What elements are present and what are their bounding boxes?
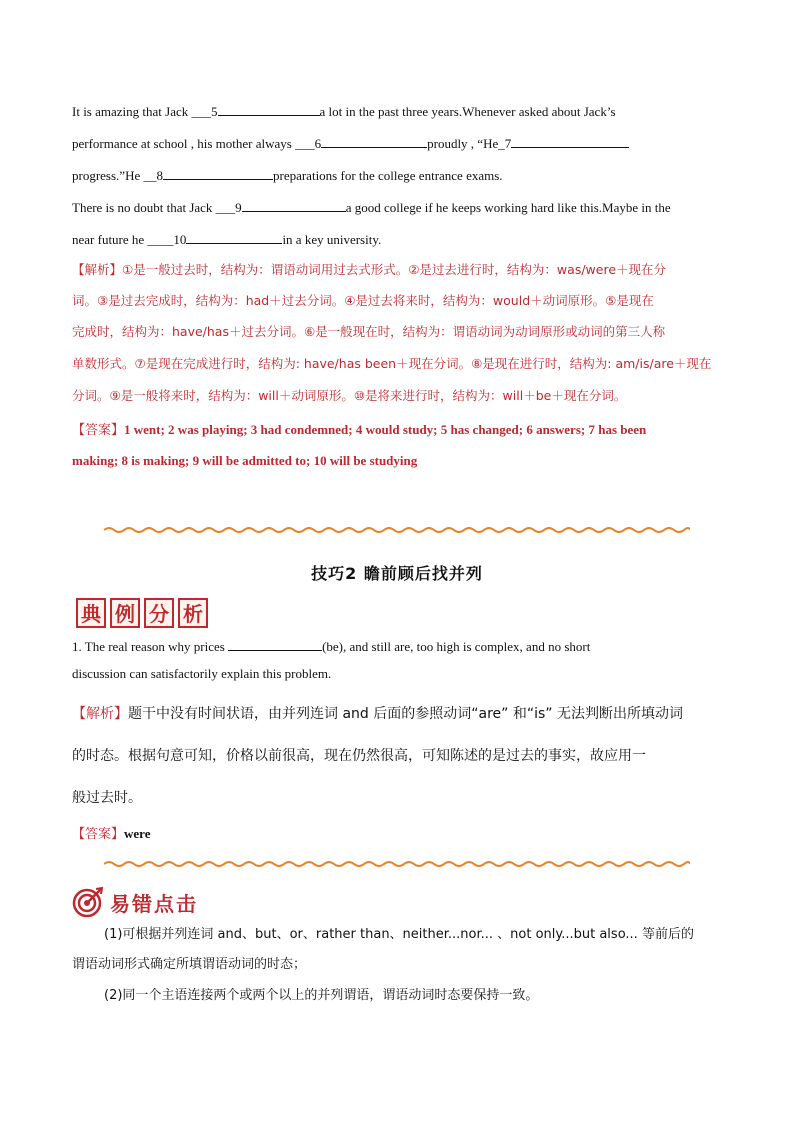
text: near future he ____10 (72, 232, 187, 247)
text: a good college if he keeps working hard like this.Maybe in the (345, 200, 671, 215)
analysis-1-line-5: 分词。⑨是一般将来时，结构为：will＋动词原形。⑩是将来进行时，结构为：will＋be＋现在分词。 (72, 388, 627, 403)
tips-line-2: 谓语动词形式确定所填谓语动词的时态； (72, 957, 307, 972)
analysis-1-line-3: 完成时，结构为：have/has＋过去分词。⑥是一般现在时，结构为：谓语动词为动词原形或动词的第三人称 (72, 324, 666, 339)
analysis-2-line-3: 般过去时。 (72, 790, 142, 806)
stamp-char: 例 (110, 598, 140, 628)
text: ①是一般过去时，结构为：谓语动词用过去式形式。②是过去进行时，结构为：was/were＋现在分 (122, 262, 667, 277)
answer-value: were (124, 826, 151, 841)
analysis-1-line-1 (72, 262, 722, 278)
blank (163, 167, 273, 180)
question-line-2: discussion can satisfactorily explain this problem. (72, 666, 332, 681)
text: 1 went; 2 was playing; 3 had condemned; 4 would study; 5 has changed; 6 answers; 7 has been (124, 422, 647, 437)
text: There is no doubt that Jack ___9 (72, 200, 242, 215)
blank (186, 231, 282, 244)
analysis-2-line-2: 的时态。根据句意可知，价格以前很高，现在仍然很高，可知陈述的是过去的事实，故应用一 (72, 748, 646, 764)
exercise-line-1 (72, 103, 722, 120)
exercise-line-4 (72, 199, 722, 216)
stamp-char: 析 (178, 598, 208, 628)
blank (321, 135, 427, 148)
analysis-tag: 【解析】 (72, 706, 128, 722)
analysis-1-line-4: 单数形式。⑦是现在完成进行时，结构为: have/has been＋现在分词。⑧是现在进行时，结构为: am/is/are＋现在 (72, 356, 712, 371)
answer-1-line-2: making; 8 is making; 9 will be admitted to; 10 will be studying (72, 453, 418, 468)
section-title: 技巧2 瞻前顾后找并列 (311, 564, 483, 583)
text: preparations for the college entrance exams. (272, 168, 503, 183)
text: 1. The real reason why prices (72, 639, 225, 654)
exercise-line-3 (72, 167, 722, 184)
stamp-char: 典 (76, 598, 106, 628)
text: (be), and still are, too high is complex, and no short (322, 639, 591, 654)
text: proudly , “He_7 (427, 136, 512, 151)
tips-line-3: (2)同一个主语连接两个或两个以上的并列谓语，谓语动词时态要保持一致。 (104, 988, 539, 1003)
text: progress.”He __8 (72, 168, 163, 183)
blank (511, 135, 629, 148)
wave-divider (104, 860, 690, 868)
answer-tag: 【答案】 (72, 423, 125, 438)
target-icon (72, 886, 104, 918)
blank (242, 199, 346, 212)
blank (228, 638, 322, 651)
analysis-tag: 【解析】 (72, 262, 123, 277)
exercise-line-5 (72, 231, 722, 248)
tips-line-1: (1)可根据并列连词 and、but、or、rather than、neither...nor... 、not only...but also... 等前后的 (104, 927, 694, 942)
stamp-char: 分 (144, 598, 174, 628)
answer-1-line-1 (72, 422, 722, 439)
answer-2-line (72, 826, 722, 843)
question-line-1 (72, 638, 722, 655)
tips-label: 易错点击 (110, 891, 198, 916)
example-analysis-stamp (76, 598, 208, 628)
text: a lot in the past three years.Whenever asked about Jack’s (319, 104, 616, 119)
text: 题干中没有时间状语，由并列连词 and 后面的参照动词“are” 和“is” 无法判断出所填动词 (128, 706, 683, 722)
text: performance at school , his mother always ___6 (72, 136, 322, 151)
answer-tag: 【答案】 (72, 827, 125, 842)
wave-divider (104, 526, 690, 534)
text: It is amazing that Jack ___5 (72, 104, 218, 119)
exercise-line-2 (72, 135, 722, 152)
analysis-2-line-1 (72, 706, 722, 722)
analysis-1-line-2: 词。③是过去完成时，结构为：had＋过去分词。④是过去将来时，结构为：would＋动词原形。⑤是现在 (72, 293, 654, 308)
blank (218, 103, 320, 116)
text: in a key university. (282, 232, 382, 247)
tips-header (72, 886, 198, 918)
